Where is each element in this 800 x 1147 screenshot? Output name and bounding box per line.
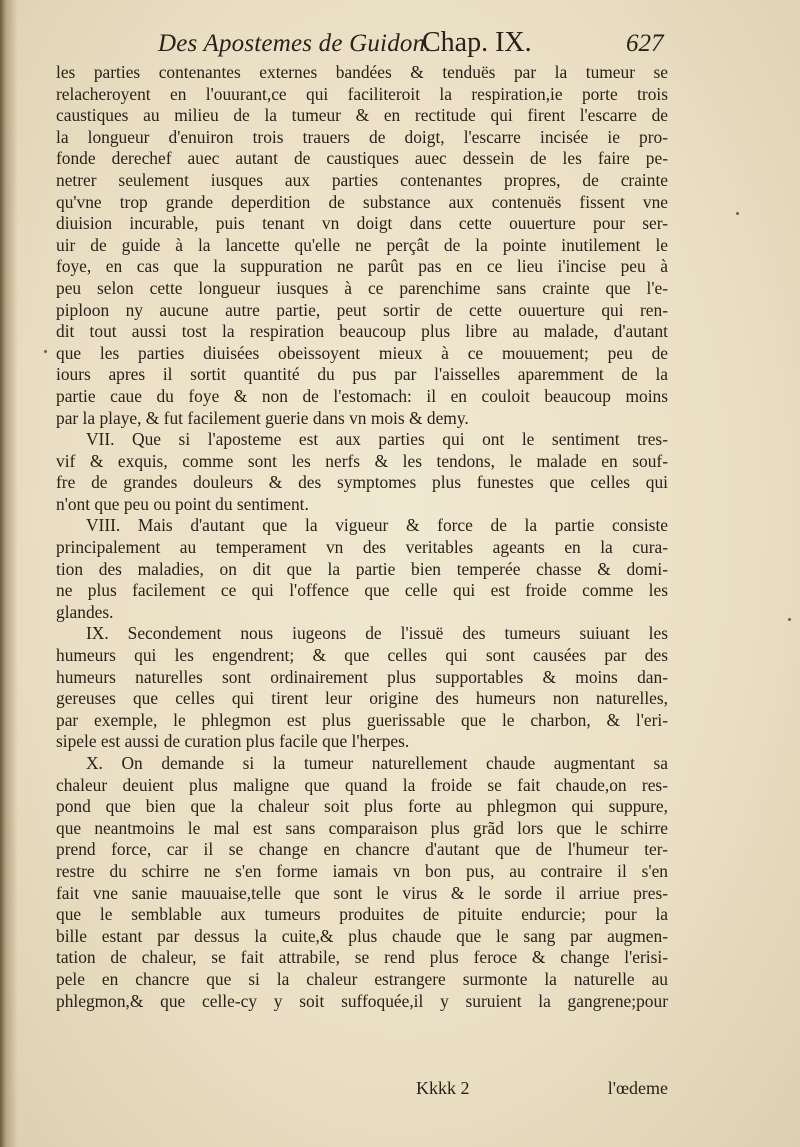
catchword: l'œdeme (607, 1078, 668, 1098)
page-footer (56, 1078, 668, 1102)
text-line: fre de grandes douleurs & des symptomes plus funestes que celles qui (56, 472, 668, 493)
text-line: vif & exquis, comme sont les nerfs & les tendons, le malade en souf- (56, 450, 668, 471)
signature-mark: Kkkk 2 (416, 1078, 470, 1098)
text-line: uir de guide à la lancette qu'elle ne perçât de la pointe inutilement le (56, 234, 668, 255)
text-line: tion des maladies, on dit que la partie bien temperée chasse & domi- (56, 558, 668, 579)
text-line: que neantmoins le mal est sans comparaison plus grãd lors que le schirre (56, 817, 668, 838)
text-line: partie caue du foye & non de l'estomach: il en couloit beaucoup moins (56, 385, 668, 406)
text-line: humeurs qui les engendrent; & que celles qui sont causées par des (56, 645, 668, 666)
text-line: fonde derechef auec autant de caustiques auec dessein de les faire pe- (56, 148, 668, 169)
text-line: principalement au temperament vn des veritables ageants en la cura- (56, 537, 668, 558)
paragraph-start: IX. Secondement nous iugeons de l'issuë des tumeurs suiuant les (86, 623, 668, 644)
text-line: par la playe, & fut facilement guerie dans vn mois & demy. (56, 407, 469, 428)
paragraph-start: VIII. Mais d'autant que la vigueur & force de la partie consiste (86, 515, 668, 536)
text-line: chaleur deuient plus maligne que quand la froide se fait chaude,on res- (56, 774, 668, 795)
text-line: qu'vne trop grande deperdition de substance aux contenuës fissent vne (56, 191, 668, 212)
text-line: que les parties diuisées obeissoyent mieux à ce mouuement; peu de (56, 342, 668, 363)
running-head-chapter: Chap. IX. (422, 27, 532, 58)
text-line: ne plus facilement ce qui l'offence que celle qui est froide comme les (56, 580, 668, 601)
margin-speck (736, 212, 739, 215)
text-line: que le semblable aux tumeurs produites de pituite endurcie; pour la (56, 904, 668, 925)
text-line: les parties contenantes externes bandées & tenduës par la tumeur se (56, 62, 668, 82)
text-line: par exemple, le phlegmon est plus guerissable que le charbon, & l'eri- (56, 709, 668, 730)
text-line: pele en chancre que si la chaleur estrangere surmonte la naturelle au (56, 968, 668, 989)
paragraph-start: VII. Que si l'aposteme est aux parties qui ont le sentiment tres- (86, 429, 668, 450)
text-line: restre du schirre ne s'en forme iamais vn bon pus, au contraire il s'en (56, 860, 668, 881)
text-line: iours apres il sortit quantité du pus par l'aisselles aparemment de la (56, 364, 668, 385)
text-line: piploon ny aucune autre partie, peut sortir de cette ouuerture qui ren- (56, 299, 668, 320)
spine-shadow (0, 0, 18, 1147)
page-number: 627 (626, 30, 664, 57)
margin-speck (44, 350, 47, 353)
text-line: prend force, car il se change en chancre d'autant que de l'humeur ter- (56, 839, 668, 860)
paragraph-start: X. On demande si la tumeur naturellement chaude augmentant sa (86, 753, 668, 773)
text-line: foye, en cas que la suppuration ne parût pas en ce lieu i'incise peu à (56, 256, 668, 277)
body-text (56, 62, 668, 1012)
text-line: relacheroyent en l'ouurant,ce qui faciliteroit la respiration,ie porte trois (56, 83, 668, 104)
text-line: gereuses que celles qui tirent leur origine des humeurs non naturelles, (56, 688, 668, 709)
text-line: phlegmon,& que celle-cy y soit suffoquée,il y suruient la gangrene;pour (56, 990, 668, 1011)
text-line: peu selon cette longueur iusques à ce parenchime sans crainte que l'e- (56, 277, 668, 298)
text-line: tation de chaleur, se fait attrabile, se rend plus feroce & change l'erisi- (56, 947, 668, 968)
text-line: dit tout aussi tost la respiration beaucoup plus libre au malade, d'autant (56, 321, 668, 342)
text-line: diuision incurable, puis tenant vn doigt dans cette ouuerture pour ser- (56, 213, 668, 234)
text-line: glandes. (56, 601, 114, 622)
text-line: bille estant par dessus la cuite,& plus chaude que le sang par augmen- (56, 925, 668, 946)
text-line: pond que bien que la chaleur soit plus forte au phlegmon qui suppure, (56, 796, 668, 817)
text-line: netrer seulement iusques aux parties contenantes propres, de crainte (56, 169, 668, 190)
text-line: humeurs naturelles sont ordinairement plus supportables & moins dan- (56, 666, 668, 687)
text-line: la longueur d'enuiron trois trauers de doigt, l'escarre incisée ie pro- (56, 126, 668, 147)
running-head-title: Des Apostemes de Guidon. (158, 30, 432, 57)
running-head (40, 26, 740, 62)
text-line: caustiques au milieu de la tumeur & en rectitude qui firent l'escarre de (56, 105, 668, 126)
margin-speck (788, 618, 791, 621)
text-line: n'ont que peu ou point du sentiment. (56, 493, 309, 514)
text-line: sipele est aussi de curation plus facile que l'herpes. (56, 731, 410, 752)
text-line: fait vne sanie mauuaise,telle que sont le virus & le sorde il arriue pres- (56, 882, 668, 903)
